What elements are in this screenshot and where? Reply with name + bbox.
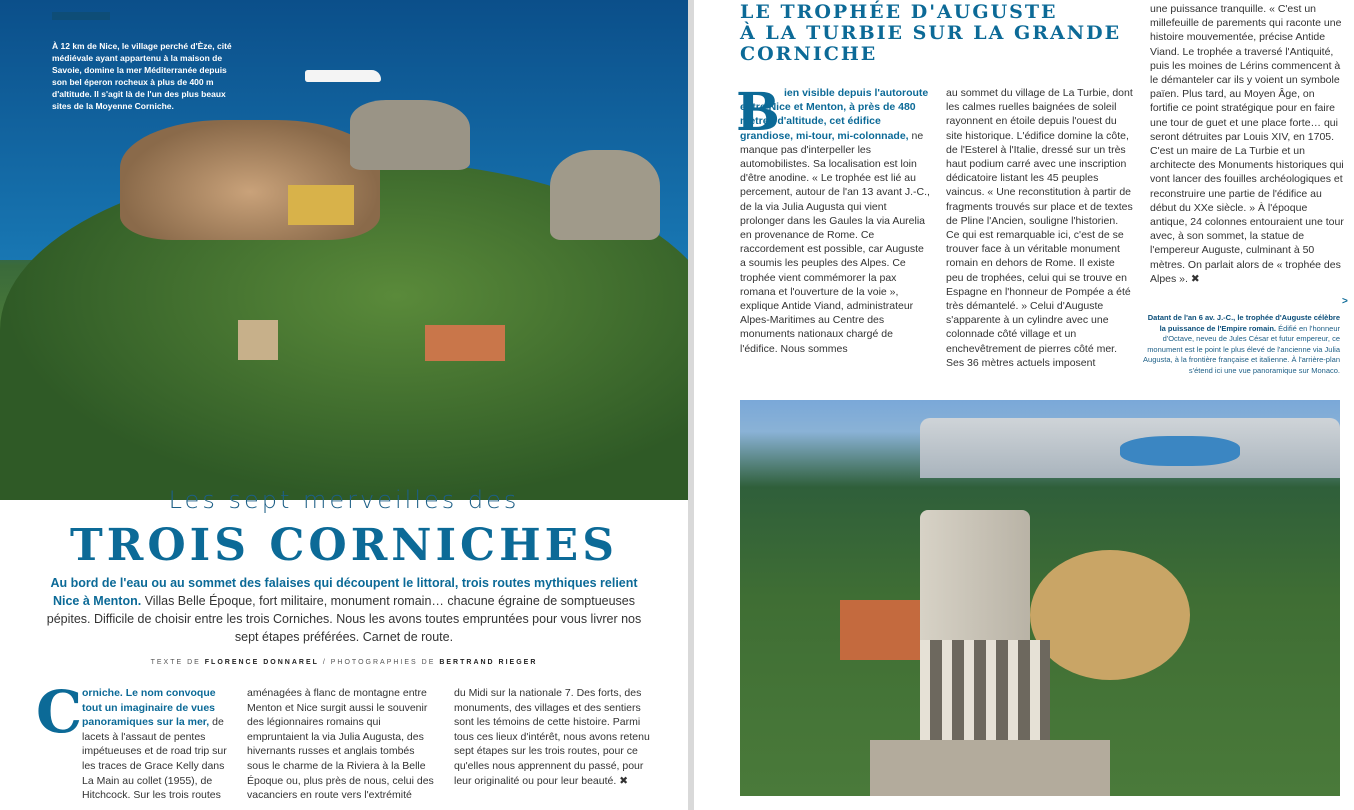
dropcap-c: C	[36, 678, 83, 746]
rock-peak	[350, 100, 470, 170]
page-title: TROIS CORNICHES	[70, 520, 618, 571]
credit-separator: /	[322, 659, 327, 666]
monument-base	[870, 740, 1110, 796]
title-line-3: CORNICHE	[740, 43, 878, 65]
dropcap-b: B	[736, 82, 780, 143]
r-end-mark: ✖	[1190, 272, 1200, 285]
trophee-auguste-photo	[740, 400, 1340, 796]
intro-bold: Au bord de l'eau ou au sommet des falaises qui découpent le littoral, trois routes mythiques relient Nice à Menton.	[50, 576, 638, 608]
title-line-1: LE TROPHÉE D'AUGUSTE	[740, 1, 1058, 23]
clearing	[1030, 550, 1190, 680]
r-col1-rest: ne manque pas d'interpeller les automobilistes. Sa localisation est loin d'être anodine. « Le trophée est lié au percement, autour de l'an 13 avant J.-C., de la via Julia Augusta qui vient prolonger dans les Gaules la via Aurelia en provenance de Rome. Ce raccordement est possible, car Auguste a soumis les peuples des Alpes. Ce trophée vient commémorer la pax romana et l'ouverture de la voie », explique Antide Viand, administrateur Alpes-Maritimes au Centre des monuments nationaux chargé de l'édifice. Nous sommes	[740, 129, 930, 355]
intro-paragraph	[36, 574, 652, 646]
monument-tower	[920, 510, 1030, 650]
kicker: Les sept merveilles des	[168, 486, 520, 514]
column-1	[82, 686, 232, 803]
photo-caption-right	[1142, 313, 1340, 376]
right-column-2: au sommet du village de La Turbie, dont les calmes ruelles baignées de soleil rayonnent en étoile depuis l'ouest du site historique. L'édifice domine la côte, de l'Esterel à l'Italie, dressé sur un très haut podium carré avec une inscription dédicatoire listant les 45 peuples vaincus. « Une reconstitution à partir de fragments trouvés sur place et de textes de Pline l'Ancien, souligne l'historien. Ce qui est remarquable ici, c'est de se trouver face à un véritable monument romain en dehors de Rome. Il existe peu de trophées, celui qui se trouve en Espagne en l'honneur de Pompée a été très démantelé. » Celui d'Auguste s'apparente à un cylindre avec une colonnade côté village et un enchevêtrement de pierres côté mer. Ses 36 mètres actuels imposent	[946, 87, 1133, 369]
credit-photo-author: BERTRAND RIEGER	[439, 659, 538, 666]
section-title	[740, 2, 1121, 65]
credit-text-label: TEXTE DE	[150, 659, 201, 666]
right-column-1	[740, 86, 930, 356]
end-mark: ✖	[619, 774, 629, 787]
col1-rest: de lacets à l'assaut de pentes impétueuses et de road trip sur les traces de Grace Kelly dans La Main au collet (1955), de Hitchcock. Sur les trois routes	[82, 716, 227, 802]
yellow-building	[288, 185, 354, 225]
credit-photo-label: PHOTOGRAPHIES DE	[330, 659, 436, 666]
red-roof-house	[840, 600, 920, 660]
column-2: aménagées à flanc de montagne entre Menton et Nice surgit aussi le souvenir des légionnaires romains qui empruntaient la via Julia Augusta, des hivernants russes et anglais tombés sous le charme de la Riviera à la Belle Époque ou, plus près de nous, celui des vacanciers en route vers l'extrémité	[247, 687, 434, 802]
col1-bold: orniche. Le nom convoque tout un imaginaire de vues panoramiques sur la mer,	[82, 687, 216, 729]
photo-caption: À 12 km de Nice, le village perché d'Èze, cité médiévale ayant appartenu à la maison de Savoie, domine la mer Méditerranée depuis son bel éperon rocheux à plus de 400 m d'altitude. Il s'agit là de l'un des plus beaux sites de la Moyenne Corniche.	[52, 41, 232, 111]
yacht	[305, 70, 381, 82]
headline	[0, 486, 688, 571]
monaco-harbor	[1120, 436, 1240, 466]
section-marker	[52, 12, 110, 20]
intro-rest: Villas Belle Époque, fort militaire, monument romain… chacune égraine de somptueuses pépites. Difficile de choisir entre les trois Corniches. Nous les avons toutes empruntées pour vous livrer nos sept étapes préférées. Carnet de route.	[46, 594, 642, 644]
r-col1-bold: ien visible depuis l'autoroute entre Nice et Menton, à près de 480 mètres d'altitude, cet édifice grandiose, mi-tour, mi-colonnade,	[740, 87, 929, 142]
cliff	[550, 150, 660, 240]
red-roof-building	[425, 325, 505, 361]
r-col3-text: une puissance tranquille. « C'est un millefeuille de parements qui raconte une histoire mouvementée, précise Antide Viand. Le trophée a traversé l'Antiquité, puis les moines de Lérins commencent à le démanteler car ils y voient un symbole païen. Plus tard, au Moyen Âge, on fortifie ce point stratégique pour en faire une tour de guet et une place forte… qui seront détruites par Louis XIV, en 1705. C'est un maire de La Turbie et un architecte des Monuments historiques qui vont lancer des fouilles archéologiques et reconstruire une partie de l'édifice au début du XXe siècle. » À l'époque antique, 24 colonnes entouraient une tour avec, à son sommet, la statue de l'empereur Auguste, culminant à 50 mètres. On parlait alors de « trophée des Alpes ».	[1150, 3, 1344, 285]
caption-rest: Édifié en l'honneur d'Octave, neveu de Jules César et futur empereur, ce monument est le point le plus élevé de l'ancienne via Julia Augusta, à la frontière française et italienne. À l'arrière-plan s'étend ici une vue panoramique sur Monaco.	[1143, 323, 1340, 375]
column-3	[454, 686, 650, 788]
right-column-3	[1150, 2, 1344, 286]
caption-bold: Datant de l'an 6 av. J.-C., le trophée d'Auguste célèbre la puissance de l'Empire romain.	[1147, 313, 1340, 333]
eze-village-photo	[0, 0, 688, 474]
credit-text-author: FLORENCE DONNAREL	[204, 659, 319, 666]
credits	[0, 659, 688, 666]
chevron-right-icon: >	[1342, 296, 1348, 307]
house	[238, 320, 278, 360]
right-page	[694, 0, 1354, 810]
title-line-2: À LA TURBIE SUR LA GRANDE	[740, 22, 1122, 44]
col3-text: du Midi sur la nationale 7. Des forts, des monuments, des villages et des sentiers sont les témoins de cette histoire. Parmi tous ces lieux d'intérêt, nous avons retenu sept étapes sur les trois routes, pour ce qu'elles nous apprennent du passé, pour leur originalité ou pour leur beauté.	[454, 687, 650, 787]
